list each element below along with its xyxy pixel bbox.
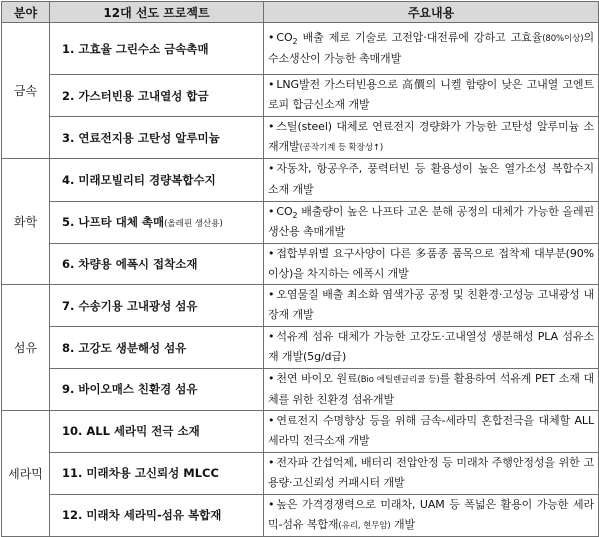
content-text: 접합부위별 요구사양이 다른 多품종 품목으로 접착제 대부분 (276, 246, 566, 260)
content-note: (유리, 현무암) (338, 521, 391, 532)
table-row (2, 452, 599, 494)
content-text: 높은 가격경쟁력으로 미래차, UAM 등 폭넓은 활용이 가능한 세라믹-섬유 복합재 (268, 497, 594, 532)
content-note: (Bio 에틸렌글리콜 등) (357, 375, 440, 386)
table-row (2, 243, 599, 284)
table-row (2, 369, 599, 410)
bullet-mark: • (268, 287, 275, 301)
content-text: 오염물질 배출 최소화 염색가공 공정 및 친환경·고성능 고내광성 내장재 개발 (268, 287, 594, 322)
project-cell (50, 452, 264, 494)
content-text: 전자파 간섭억제, 배터리 전압안정 등 미래차 주행안정성을 위한 고용량·고신뢰성 커패시터 개발 (268, 455, 594, 489)
table-row (2, 410, 599, 452)
content-cell (264, 369, 599, 410)
project-cell (50, 327, 264, 369)
category-cell: 화학 (2, 159, 50, 285)
table-row (2, 284, 599, 326)
table-row (2, 75, 599, 117)
content-text-pre: CO (276, 31, 293, 45)
project-cell (50, 243, 264, 284)
category-cell: 금속 (2, 23, 50, 159)
content-text-post: (90%이상)을 차지하는 에폭시 개발 (268, 246, 594, 280)
content-cell (264, 494, 599, 536)
project-cell (50, 494, 264, 536)
category-cell: 섬유 (2, 284, 50, 410)
bullet-mark: • (268, 204, 275, 218)
bullet-mark: • (268, 246, 275, 260)
bullet-mark: • (268, 78, 275, 91)
bullet-mark: • (268, 31, 275, 45)
project-cell (50, 75, 264, 117)
table-row (2, 201, 599, 243)
bullet-mark: • (268, 413, 275, 427)
project-cell (50, 284, 264, 326)
content-text-pre: CO (276, 204, 293, 218)
content-text: 석유계 섬유 대체가 가능한 고강도·고내열성 생분해성 PLA 섬유소재 개발(5g/d급) (268, 330, 594, 364)
header-project: 12대 선도 프로젝트 (50, 2, 264, 23)
bullet-mark: • (268, 162, 275, 176)
project-cell (50, 410, 264, 452)
content-cell (264, 117, 599, 159)
bullet-mark: • (268, 455, 275, 469)
content-text-post: 의 수소생산이 가능한 촉매개발 (268, 31, 594, 65)
content-cell (264, 23, 599, 75)
header-content: 주요내용 (264, 2, 599, 23)
content-text: 배출 제로 기술로 고전압·대전류에 강하고 고효율 (297, 31, 543, 45)
content-text: LNG발전 가스터빈용으로 高價의 니켈 함량이 낮은 고내열 고엔트로피 합금신소재 개발 (268, 78, 594, 112)
bullet-mark: • (268, 120, 275, 134)
content-cell (264, 284, 599, 326)
content-subscript: 2 (292, 210, 298, 220)
content-subscript: 2 (292, 37, 298, 47)
table-row (2, 327, 599, 369)
content-note: (공작기계 등 확장성↑) (299, 143, 384, 154)
content-text-post: 개발 (390, 518, 416, 532)
content-cell (264, 410, 599, 452)
header-row (2, 2, 599, 23)
table-row (2, 494, 599, 536)
content-cell (264, 201, 599, 243)
project-name: 11. 미래차용 고신뢰성 MLCC (62, 466, 219, 481)
category-cell: 세라믹 (2, 410, 50, 537)
content-cell (264, 327, 599, 369)
bullet-mark: • (268, 372, 275, 386)
content-cell (264, 75, 599, 117)
project-name: 4. 미래모빌리티 경량복합수지 (62, 172, 216, 187)
project-name: 5. 나프타 대체 촉매 (62, 215, 165, 230)
project-name: 9. 바이오매스 친환경 섬유 (62, 382, 198, 397)
project-cell (50, 23, 264, 75)
project-name: 10. ALL 세라믹 전극 소재 (62, 424, 200, 439)
project-cell (50, 369, 264, 410)
project-cell (50, 117, 264, 159)
table-row (2, 23, 599, 75)
table-row (2, 159, 599, 201)
project-name: 8. 고강도 생분해성 섬유 (62, 340, 187, 355)
project-name: 7. 수송기용 고내광성 섬유 (62, 298, 198, 313)
project-note: (올레핀 생산용) (164, 219, 223, 230)
project-name: 2. 가스터빈용 고내열성 합금 (62, 88, 209, 103)
project-table (1, 1, 599, 537)
project-name: 1. 고효율 그린수소 금속촉매 (62, 41, 209, 56)
content-text: 스틸(steel) 대체로 연료전지 경량화가 가능한 고탄성 알루미늄 소재개발 (268, 120, 594, 154)
project-name: 6. 차량용 에폭시 접착소재 (62, 256, 198, 271)
content-text: 배출량이 높은 나프타 고온 분해 공정의 대체가 가능한 올레핀 생산용 촉매개발 (268, 204, 594, 238)
bullet-mark: • (268, 497, 275, 511)
content-text: 천연 바이오 원료 (276, 372, 358, 386)
content-cell (264, 452, 599, 494)
project-name: 3. 연료전지용 고탄성 알루미늄 (62, 130, 220, 145)
content-cell (264, 243, 599, 284)
content-note: (80%이상) (542, 34, 584, 45)
header-category: 분야 (2, 2, 50, 23)
project-name: 12. 미래차 세라믹-섬유 복합재 (62, 508, 222, 523)
content-cell (264, 159, 599, 201)
table-row (2, 117, 599, 159)
project-cell (50, 159, 264, 201)
content-text: 연료전지 수명향상 등을 위해 금속-세라믹 혼합전극을 대체할 ALL 세라믹 전극소재 개발 (268, 413, 594, 447)
project-cell (50, 201, 264, 243)
content-text: 자동차, 항공우주, 풍력터빈 등 활용성이 높은 열가소성 복합수지 소재 개발 (268, 162, 594, 196)
content-text-post: 를 활용하여 석유계 PET 소재 대체를 위한 친환경 섬유개발 (268, 372, 594, 406)
bullet-mark: • (268, 330, 275, 344)
